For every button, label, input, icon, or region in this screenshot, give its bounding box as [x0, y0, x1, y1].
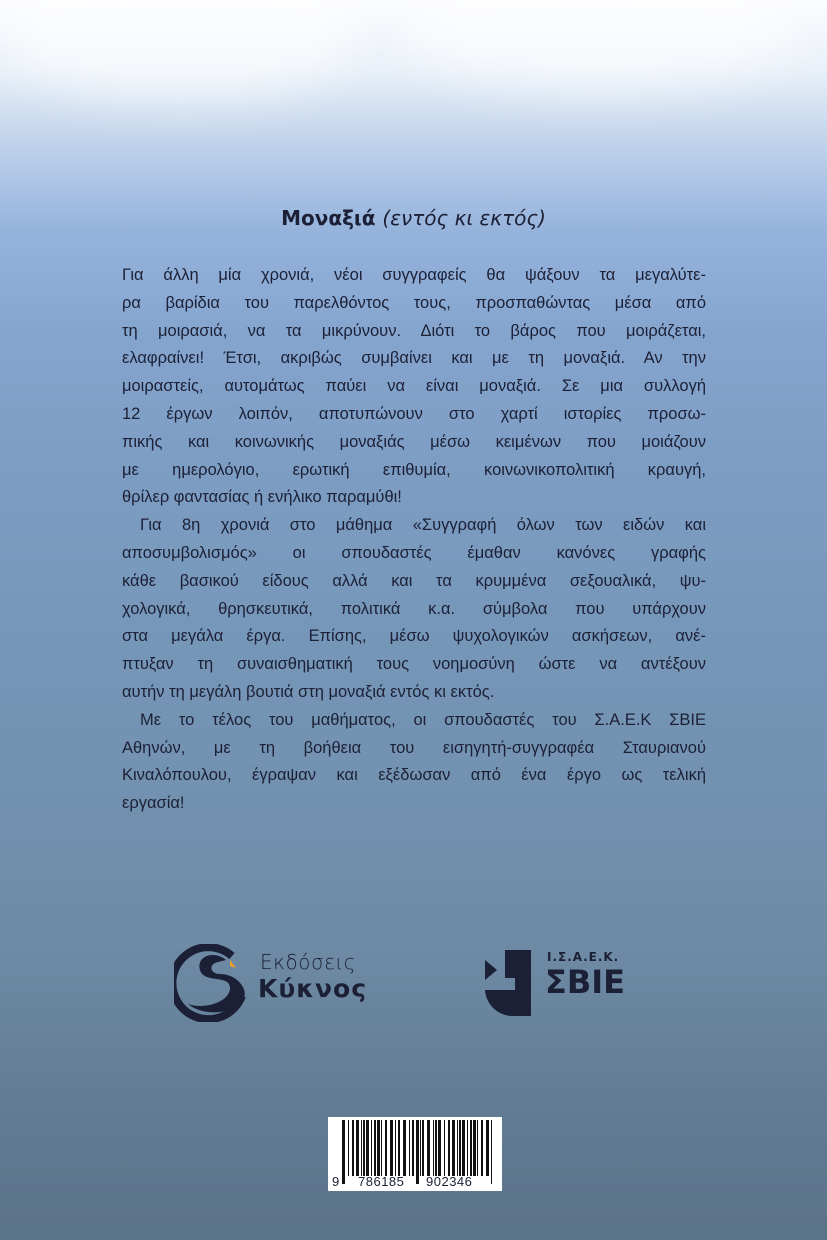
text-line: Για 8η χρονιά στο μάθημα «Συγγραφή όλων των ειδών και [140, 516, 706, 535]
school-name-line2: ΣΒΙΕ [545, 963, 626, 1001]
publisher-name-line1: Εκδόσεις [260, 950, 356, 974]
text-line: τη μοιρασιά, να τα μικρύνουν. Διότι το βάρος που μοιράζεται, [122, 321, 706, 340]
barcode-bar [409, 1120, 410, 1176]
barcode-digit-first: 9 [332, 1174, 340, 1189]
barcode-bar [422, 1120, 424, 1176]
text-line: μοιραστείς, αυτομάτως παύει να είναι μοναξιά. Σε μια συλλογή [122, 377, 706, 396]
barcode-bar [385, 1120, 387, 1176]
barcode-bar [395, 1120, 396, 1176]
barcode-bar [427, 1120, 430, 1176]
text-line: 12 έργων λοιπόν, αποτυπώνουν στο χαρτί ιστορίες προσω- [122, 404, 706, 423]
barcode-bar [448, 1120, 450, 1176]
barcode-bar [433, 1120, 434, 1176]
text-line: Με το τέλος του μαθήματος, οι σπουδαστές του Σ.Α.Ε.Κ ΣΒΙΕ [140, 710, 706, 729]
text-line: με ημερολόγιο, ερωτική επιθυμία, κοινωνικοπολιτική κραυγή, [122, 460, 706, 479]
book-title [0, 206, 827, 230]
title-main: Μοναξιά [281, 206, 376, 230]
swan-icon [174, 944, 254, 1022]
text-line: Αθηνών, με τη βοήθεια του εισηγητή-συγγραφέα Σταυριανού [122, 738, 706, 757]
text-line: χολογικά, θρησκευτικά, πολιτικά κ.α. σύμβολα που υπάρχουν [122, 599, 706, 618]
barcode-bar [470, 1120, 472, 1176]
barcode-digits-left: 786185 [358, 1174, 405, 1189]
barcode-bar [457, 1120, 458, 1176]
publisher-name-line2: Κύκνος [258, 974, 368, 1003]
barcode-bar [356, 1120, 359, 1176]
text-line: θρίλερ φαντασίας ή ενήλικο παραμύθι! [122, 488, 402, 507]
barcode-bar [473, 1120, 476, 1176]
barcode-bar [412, 1120, 414, 1176]
text-line: εργασία! [122, 794, 185, 813]
barcode-bar [381, 1120, 382, 1176]
isbn-barcode [328, 1117, 502, 1191]
barcode-digits-right: 902346 [426, 1174, 473, 1189]
barcode-bar [390, 1120, 393, 1176]
school-name-line1: Ι.Σ.Α.Ε.Κ. [547, 950, 620, 964]
text-line: αποσυμβολισμός» οι σπουδαστές έμαθαν κανόνες γραφής [122, 543, 706, 562]
barcode-bar [435, 1120, 437, 1176]
barcode-bar [377, 1120, 380, 1176]
text-line: στα μεγάλα έργα. Επίσης, μέσω ψυχολογικών ασκήσεων, ανέ- [122, 627, 706, 646]
barcode-bar [342, 1120, 345, 1184]
blurb-text [122, 262, 706, 818]
text-line: ελαφραίνει! Έτσι, ακριβώς συμβαίνει και με τη μοναξιά. Αν την [122, 349, 706, 368]
barcode-bar [477, 1120, 478, 1176]
barcode-bar [444, 1120, 445, 1176]
barcode-bar [352, 1120, 354, 1176]
barcode-bar [420, 1120, 421, 1176]
barcode-bar [459, 1120, 461, 1176]
text-line: πικής και κοινωνικής μοναξιάς μέσω κειμένων που μοιάζουν [122, 432, 706, 451]
text-line: Κιναλόπουλου, έγραψαν και εξέδωσαν από ένα έργο ως τελική [122, 766, 706, 785]
barcode-bar [438, 1120, 441, 1176]
text-line: ρα βαρίδια του παρελθόντος τους, προσπαθώντας μέσα από [122, 293, 706, 312]
barcode-bar [398, 1120, 400, 1176]
barcode-bar [462, 1120, 465, 1176]
barcode-bar [481, 1120, 483, 1176]
barcode-bar [371, 1120, 372, 1176]
text-line: πτυξαν τη συναισθηματική τους νοημοσύνη ώστε να αντέξουν [122, 655, 706, 674]
barcode-bars [328, 1117, 502, 1191]
barcode-bar [374, 1120, 376, 1176]
barcode-bar [366, 1120, 369, 1176]
barcode-bar [403, 1120, 406, 1176]
text-line: Για άλλη μία χρονιά, νέοι συγγραφείς θα ψάξουν τα μεγαλύτε- [122, 266, 706, 284]
barcode-bar [416, 1120, 419, 1184]
text-line: κάθε βασικού είδους αλλά και τα κρυμμένα σεξουαλικά, ψυ- [122, 571, 706, 590]
publisher-logo [174, 944, 368, 1022]
title-subtitle: (εντός κι εκτός) [382, 206, 546, 230]
barcode-bar [486, 1120, 489, 1176]
text-line: αυτήν τη μεγάλη βουτιά στη μοναξιά εντός κι εκτός. [122, 682, 495, 701]
barcode-bar [361, 1120, 362, 1176]
cloud [400, 0, 800, 90]
barcode-bar [348, 1120, 349, 1176]
school-logo [485, 948, 640, 1018]
barcode-bar [452, 1120, 455, 1176]
barcode-bar [491, 1120, 492, 1184]
barcode-bar [467, 1120, 468, 1176]
cloud [0, 0, 360, 100]
barcode-bar [363, 1120, 365, 1176]
